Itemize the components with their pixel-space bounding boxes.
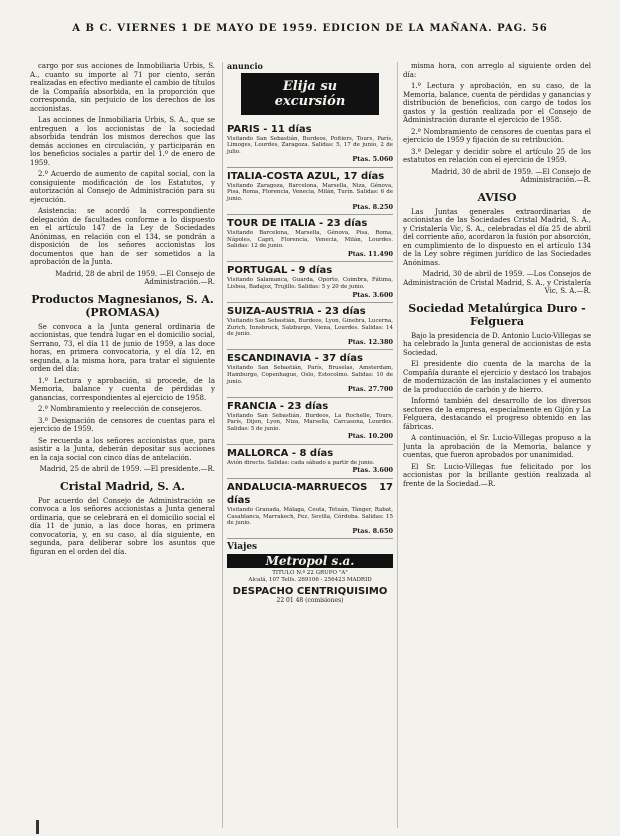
signature: Madrid, 30 de abril de 1959. —El Consejo de Administración.—R.	[431, 167, 591, 184]
trip-price: Ptas. 8.250	[352, 202, 393, 211]
trip-price: Ptas. 11.490	[347, 249, 393, 258]
paragraph: Las acciones de Inmobiliaria Urbis, S. A., que se entreguen a los accionistas de la sociedad absorbida tendrán los mismos derechos que las demás acciones en circulación, y participarán en los beneficios sociales a partir del 1.º de enero de 1959.	[30, 116, 215, 167]
trip-price: Ptas. 27.700	[347, 385, 393, 394]
company-logo: Metropol s.a.	[227, 554, 393, 569]
paragraph: Bajo la presidencia de D. Antonio Lucio-Villegas se ha celebrado la Junta general de accionistas de esta Sociedad.	[403, 331, 591, 357]
trip-description: Visitando Barcelona, Marsella, Génova, Pisa, Roma, Nápoles, Capri, Florencia, Venecia, Milán, Lourdes. Salidas: 12 de junio.	[227, 230, 393, 250]
trip-description: Avión directo. Salidas: cada sábado a partir de junio.	[227, 459, 375, 466]
trip-price: Ptas. 3.600	[352, 466, 393, 475]
trip-description: Visitando San Sebastián, Burdeos, Poitiers, Tours, París, Limoges, Lourdes, Zaragoza. Salidas: 5, 17 de junio, 2 de julio.	[227, 135, 393, 155]
margin-mark	[36, 820, 39, 834]
article-continued-right	[403, 62, 591, 185]
trip-item	[227, 168, 393, 215]
article-duro-felguera	[403, 332, 591, 489]
ad-label: anuncio	[227, 62, 263, 71]
trip-price: Ptas. 3.600	[352, 290, 393, 299]
trip-item	[227, 303, 393, 350]
heading-cristal-madrid: Cristal Madrid, S. A.	[59, 479, 186, 493]
trip-item	[227, 121, 393, 168]
column-right	[403, 62, 591, 828]
trip-description: Visitando San Sebastián, Burdeos, Lyon, Ginebra, Lucerna, Zurich, Innsbruck, Salzburgo, Viena, Lourdes. Salidas: 14 de junio.	[227, 318, 393, 338]
paragraph: El Sr. Lucio-Villegas fue felicitado por los accionistas por la brillante gestión realizada al frente de la Sociedad.—R.	[403, 462, 591, 488]
paragraph: El presidente dio cuenta de la marcha de la Compañía durante el ejercicio y destacó los trabajos de modernización de las instalaciones y el aumento de la producción de carbón y de hierro.	[403, 360, 591, 394]
banner-line: Elija su	[282, 78, 338, 94]
paragraph: 1.º Lectura y aprobación, en su caso, de la Memoria, balance, cuenta de pérdidas y ganancias y distribución de beneficios, con cargo de todos los gastos y la gestión realizada por el Consejo de Administración durante el ejercicio de 1958.	[403, 82, 591, 124]
viajes-label: Viajes	[227, 542, 258, 553]
trip-item	[227, 262, 393, 303]
trip-item	[227, 445, 393, 479]
page-header: A B C. VIERNES 1 DE MAYO DE 1959. EDICION DE LA MAÑANA. PAG. 56	[72, 23, 548, 34]
signature: Madrid, 25 de abril de 1959. —El presidente.—R.	[39, 465, 215, 473]
trip-title: TOUR DE ITALIA - 23 días	[227, 218, 368, 230]
trip-title: ITALIA-COSTA AZUL, 17 días	[227, 170, 385, 182]
heading-duro-felguera: Sociedad Metalúrgica Duro - Felguera	[408, 301, 586, 328]
paragraph: Las Juntas generales extraordinarias de accionistas de las Sociedades Cristal Madrid, S. A., y Cristalería Vic, S. A., celebradas el día 25 de abril del corriente año, acordaron la fusión por absorción, en cumplimiento de lo dispuesto en el artículo 134 de la Ley sobre régimen jurídico de las Sociedades Anónimas.	[403, 207, 591, 267]
column-left	[30, 62, 215, 828]
trip-title: PARIS - 11 días	[227, 123, 312, 135]
paragraph: 2.º Nombramiento y reelección de consejeros.	[38, 405, 203, 413]
trip-title: SUIZA-AUSTRIA - 23 días	[227, 306, 366, 318]
paragraph: 2.º Nombramiento de censores de cuentas para el ejercicio de 1959 y fijación de su retribución.	[403, 127, 591, 144]
despacho-phone: 22 01 48 (comisiones)	[276, 596, 344, 604]
signature: Madrid, 30 de abril de 1959. —Los Consejos de Administración de Cristal Madrid, S. A., y Cristalería Vic, S. A.—R.	[403, 270, 591, 295]
address-line: Alcalá, 107 Telfs. 269106 - 256423 MADRID	[248, 577, 372, 584]
trip-description: Visitando Granada, Málaga, Ceuta, Tetuán, Tánger, Rabat, Casablanca, Marrakech, Fez, Sevilla, Córdoba. Salidas: 15 de junio.	[227, 506, 393, 527]
heading-promasa: Productos Magnesianos, S. A. (PROMASA)	[31, 292, 214, 319]
paragraph: Por acuerdo del Consejo de Administración se convoca a los señores accionistas a Junta general ordinaria, que se celebrará en el domicilio social el día 11 de junio, a las doce horas, en primera convocatoria, y, en su caso, al día siguiente, en segunda, para deliberar sobre los asuntos que figuran en el orden del día.	[30, 496, 215, 556]
trip-price: Ptas. 5.060	[352, 155, 393, 164]
ad-banner	[241, 73, 379, 115]
paragraph: 3.º Delegar y decidir sobre el artículo 25 de los estatutos en relación con el ejercicio de 1959.	[403, 147, 591, 164]
banner-line: excursión	[274, 93, 346, 109]
license-line: TITULO N.º 22 GRUPO "A"	[272, 570, 348, 577]
trip-item	[227, 398, 393, 445]
paragraph: 1.º Lectura y aprobación, si procede, de la Memoria, balance y cuenta de pérdidas y ganancias, correspondientes al ejercicio de 1958.	[30, 376, 215, 402]
column-advertisement	[222, 62, 398, 828]
paragraph: 2.º Acuerdo de aumento de capital social, con la consiguiente modificación de los Estatutos, y autorización al Consejo de Administración para su ejecución.	[30, 170, 215, 204]
paragraph: A continuación, el Sr. Lucio-Villegas propuso a la Junta la aprobación de la Memoria, balance y cuentas, que fueron aprobados por unanimidad.	[403, 434, 591, 459]
trip-description: Visitando San Sebastián, París, Bruselas, Amsterdam, Hamburgo, Copenhague, Oslo, Estocolmo. Salidas: 10 de junio.	[227, 365, 393, 385]
signature: Madrid, 28 de abril de 1959. —El Consejo de Administración.—R.	[55, 269, 215, 286]
trip-description: Visitando Salamanca, Guarda, Oporto, Coimbra, Fátima, Lisboa, Badajoz, Trujillo. Salidas: 5 y 20 de junio.	[227, 277, 393, 290]
trip-title: PORTUGAL - 9 días	[227, 265, 333, 277]
trip-title: FRANCIA - 23 días	[227, 400, 329, 412]
article-promasa	[30, 323, 215, 474]
paragraph: Se recuerda a los señores accionistas que, para asistir a la Junta, deberán depositar sus acciones en la caja social con cinco días de antelación.	[30, 436, 215, 462]
paragraph: Se convoca a la Junta general ordinaria de accionistas, que tendrá lugar en el domicilio social, Serrano, 73, el día 11 de junio de 1959, a las doce horas, en primera convocatoria, y el día 12, en segunda, a la misma hora, para tratar el siguiente orden del día:	[30, 322, 215, 373]
paragraph: misma hora, con arreglo al siguiente orden del día:	[403, 62, 591, 79]
paragraph: 3.º Designación de censores de cuentas para el ejercicio de 1959.	[30, 416, 215, 433]
trip-title: MALLORCA - 8 días	[227, 447, 334, 459]
article-cristal-madrid	[30, 497, 215, 557]
trip-list	[227, 121, 393, 540]
trip-title: ANDALUCIA-MARRUECOS 17 días	[227, 481, 393, 506]
trip-description: Visitando Zaragoza, Barcelona, Marsella, Niza, Génova, Pisa, Roma, Florencia, Venecia, Milán, Turín. Salidas: 6 de junio.	[227, 182, 393, 202]
article-aviso	[403, 208, 591, 296]
trip-price: Ptas. 8.650	[352, 526, 393, 535]
trip-price: Ptas. 10.200	[347, 432, 393, 441]
article-continued	[30, 62, 215, 287]
trip-title: ESCANDINAVIA - 37 días	[227, 353, 363, 365]
trip-price: Ptas. 12.380	[347, 337, 393, 346]
trip-item	[227, 350, 393, 397]
paragraph: Informó también del desarrollo de los diversos sectores de la empresa, especialmente en Gijón y La Felguera, destacando el progreso obtenido en las fábricas.	[403, 397, 591, 431]
trip-item	[227, 215, 393, 262]
paragraph: Asistencia: se acordó la correspondiente delegación de facultades conforme a lo dispuesto en el artículo 147 de la Ley de Sociedades Anónimas, en relación con el 134, se pondrán a disposición de los señores accionistas los documentos que han de ser sometidos a la aprobación de la Junta.	[30, 207, 215, 266]
despacho-heading: DESPACHO CENTRIQUISIMO	[232, 586, 388, 598]
heading-aviso: AVISO	[477, 190, 517, 204]
trip-description: Visitando San Sebastián, Burdeos, La Rochelle, Tours, París, Dijon, Lyon, Niza, Marsella, Carcasona, Lourdes. Salidas: 5 de junio.	[227, 412, 393, 432]
paragraph: cargo por sus acciones de Inmobiliaria Urbis, S. A., cuanto su importe al 71 por ciento, serán realizadas en efectivo mediante el cambio de títulos de la Compañía absorbida, en la proporción que corresponda, sin perjuicio de los derechos de los accionistas.	[30, 62, 215, 113]
trip-item	[227, 479, 393, 539]
